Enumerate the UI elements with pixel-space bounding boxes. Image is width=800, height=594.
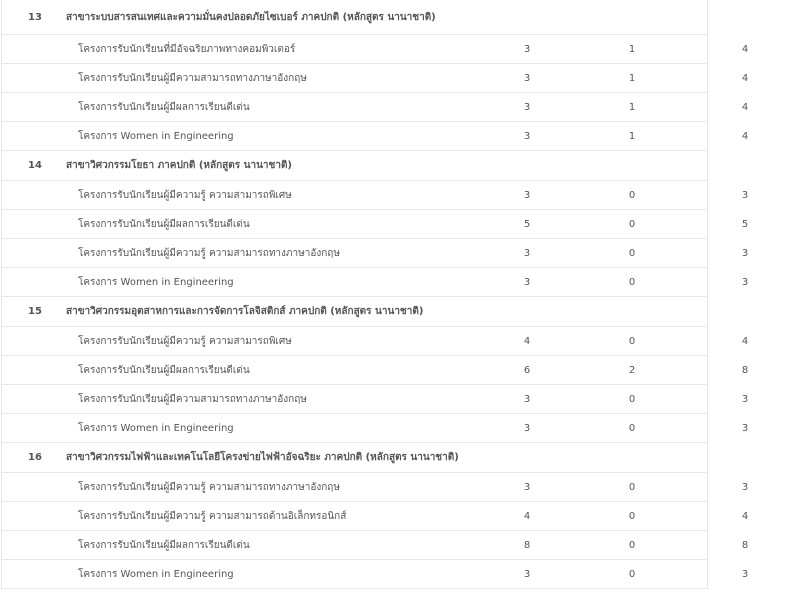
quota-total: 4 [741, 335, 749, 347]
quota-total: 8 [741, 539, 749, 551]
quota-a: 3 [523, 43, 531, 55]
quota-a: 3 [523, 568, 531, 580]
quota-a: 4 [523, 510, 531, 522]
table-row [2, 268, 749, 297]
quota-total: 3 [741, 422, 749, 434]
program-name: โครงการรับนักเรียนผู้มีความรู้ ความสามารถทางภาษาอังกฤษ [78, 481, 340, 493]
table-row [2, 35, 749, 64]
section-title: สาขาวิศวกรรมโยธา ภาคปกติ (หลักสูตร นานาชาติ) [66, 160, 293, 171]
program-name: โครงการรับนักเรียนผู้มีความสามารถทางภาษาอังกฤษ [78, 72, 307, 84]
quota-a: 3 [523, 189, 531, 201]
quota-b: 1 [628, 43, 636, 55]
program-name: โครงการรับนักเรียนผู้มีผลการเรียนดีเด่น [78, 539, 250, 551]
table-row [2, 64, 749, 93]
program-name: โครงการรับนักเรียนผู้มีผลการเรียนดีเด่น [78, 101, 250, 113]
section-number: 13 [28, 11, 42, 23]
quota-a: 3 [523, 276, 531, 288]
table-row [2, 93, 749, 122]
quota-a: 5 [523, 218, 531, 230]
table-row [2, 473, 749, 502]
quota-a: 3 [523, 101, 531, 113]
quota-b: 0 [628, 422, 636, 434]
quota-b: 0 [628, 335, 636, 347]
section-row [2, 0, 707, 35]
section-number: 14 [28, 160, 42, 171]
quota-b: 0 [628, 276, 636, 288]
section-number: 16 [28, 452, 42, 463]
quota-total: 3 [741, 247, 749, 259]
table-row [2, 239, 749, 268]
table-row [2, 181, 749, 210]
program-name: โครงการรับนักเรียนผู้มีความรู้ ความสามารถพิเศษ [78, 189, 292, 201]
quota-a: 3 [523, 130, 531, 142]
quota-total: 3 [741, 189, 749, 201]
quota-a: 6 [523, 364, 531, 376]
program-name: โครงการรับนักเรียนผู้มีความรู้ ความสามารถด้านอิเล็กทรอนิกส์ [78, 510, 347, 522]
quota-a: 3 [523, 247, 531, 259]
section-title: สาขาวิศวกรรมอุตสาหการและการจัดการโลจิสติกส์ ภาคปกติ (หลักสูตร นานาชาติ) [66, 306, 424, 317]
program-name: โครงการ Women in Engineering [78, 276, 234, 288]
quota-total: 4 [741, 130, 749, 142]
quota-total: 4 [741, 43, 749, 55]
quota-b: 0 [628, 510, 636, 522]
section-number: 15 [28, 306, 42, 317]
quota-total: 3 [741, 481, 749, 493]
quota-b: 1 [628, 130, 636, 142]
quota-b: 1 [628, 72, 636, 84]
table-row [2, 385, 749, 414]
table-row [2, 560, 749, 589]
quota-b: 2 [628, 364, 636, 376]
quota-b: 0 [628, 247, 636, 259]
quota-b: 0 [628, 393, 636, 405]
admission-quota-table [1, 0, 749, 589]
quota-a: 3 [523, 481, 531, 493]
section-row [2, 297, 707, 327]
quota-total: 8 [741, 364, 749, 376]
program-name: โครงการรับนักเรียนผู้มีความรู้ ความสามารถทางภาษาอังกฤษ [78, 247, 340, 259]
table-row [2, 531, 749, 560]
quota-b: 0 [628, 568, 636, 580]
table-row [2, 502, 749, 531]
quota-total: 5 [741, 218, 749, 230]
quota-b: 0 [628, 481, 636, 493]
program-name: โครงการรับนักเรียนผู้มีความสามารถทางภาษาอังกฤษ [78, 393, 307, 405]
quota-b: 0 [628, 218, 636, 230]
program-name: โครงการรับนักเรียนผู้มีผลการเรียนดีเด่น [78, 218, 250, 230]
quota-b: 0 [628, 189, 636, 201]
section-row [2, 151, 707, 181]
program-name: โครงการ Women in Engineering [78, 130, 234, 142]
program-name: โครงการรับนักเรียนที่มีอัจฉริยภาพทางคอมพิวเตอร์ [78, 43, 296, 55]
quota-b: 0 [628, 539, 636, 551]
section-title: สาขาวิศวกรรมไฟฟ้าและเทคโนโลยีโครงข่ายไฟฟ้าอัจฉริยะ ภาคปกติ (หลักสูตร นานาชาติ) [66, 452, 459, 463]
table-row [2, 414, 749, 443]
program-name: โครงการ Women in Engineering [78, 422, 234, 434]
quota-total: 3 [741, 568, 749, 580]
section-row [2, 443, 707, 473]
program-name: โครงการรับนักเรียนผู้มีผลการเรียนดีเด่น [78, 364, 250, 376]
table-row [2, 210, 749, 239]
quota-total: 4 [741, 72, 749, 84]
quota-a: 3 [523, 72, 531, 84]
table-row [2, 327, 749, 356]
quota-total: 4 [741, 101, 749, 113]
quota-a: 3 [523, 422, 531, 434]
table-row [2, 356, 749, 385]
quota-a: 8 [523, 539, 531, 551]
program-name: โครงการ Women in Engineering [78, 568, 234, 580]
quota-a: 4 [523, 335, 531, 347]
section-title: สาขาระบบสารสนเทศและความมั่นคงปลอดภัยไซเบอร์ ภาคปกติ (หลักสูตร นานาชาติ) [66, 11, 436, 23]
table-row [2, 122, 749, 151]
program-name: โครงการรับนักเรียนผู้มีความรู้ ความสามารถพิเศษ [78, 335, 292, 347]
quota-b: 1 [628, 101, 636, 113]
quota-total: 4 [741, 510, 749, 522]
quota-a: 3 [523, 393, 531, 405]
quota-total: 3 [741, 276, 749, 288]
quota-total: 3 [741, 393, 749, 405]
